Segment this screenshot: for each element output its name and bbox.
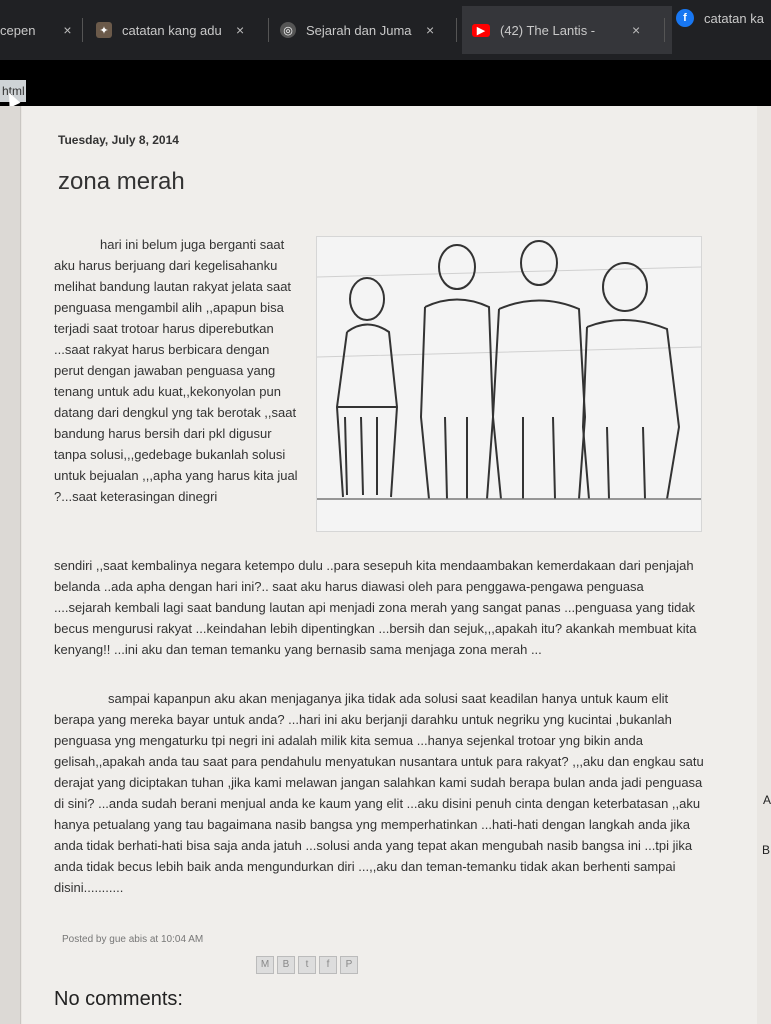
tab-title: catatan kang adu: [122, 22, 222, 38]
post-paragraph-3-text: sampai kapanpun aku akan menjaganya jika tidak ada solusi saat keadilan hanya untuk kaum elit berapa yang mereka bayar untuk anda? ...hari ini aku berjanji darahku untuk negriku yng kucintai ,bukanlah penguasa yng mengaturku tpi negri ini adalah milik kita semua ...hanya sejenkal trotoar yng bikin anda gelisah,,apakah anda tau saat para pendahulu menyatukan nusantara untuk para rakyat? ,,,aku dan engkau satu derajat yang diciptakan tuhan ,jika kami melawan jangan salahkan kami sudah berapa bulan anda jadi penguasa di sini? ...anda sudah berani menjual anda ke kaum yang elit ...aku disini penuh cinta dengan keterbatasan ,,aku hanya petualang yang tau bagaimana nasib bangsa yng memperhatinkan ...hati-hati dengan langkah anda jika anda tidak berhati-hati bisa saja anda jatuh ...solusi anda yang tepat akan mengubah nasib bangsa ini ...tpi jika anda tidak becus lebih baik anda mengundurkan diri ...,,aku dan teman-temanku tidak akan berhenti sampai disini...........: [54, 691, 704, 895]
sketch-photo-four-men: [317, 237, 701, 531]
tab-cepen[interactable]: [0, 6, 80, 54]
tab-the-lantis[interactable]: [462, 6, 672, 54]
post-date: Tuesday, July 8, 2014: [58, 133, 179, 147]
timestamp-link[interactable]: 10:04 AM: [160, 934, 204, 945]
author-link[interactable]: gue abis: [109, 934, 148, 945]
twitter-share-button[interactable]: t: [298, 956, 316, 974]
html-chip[interactable]: html: [0, 80, 26, 102]
pinterest-share-button[interactable]: P: [340, 956, 358, 974]
tab-separator: [664, 18, 665, 42]
tab-sejarah-dan-juma[interactable]: [280, 6, 450, 54]
sidebar-edge-letter-a: A: [763, 793, 771, 807]
browser-toolbar: [0, 60, 771, 106]
facebook-icon: f: [676, 9, 694, 27]
post-paragraph-2: sendiri ,,saat kembalinya negara ketempo dulu ..para sesepuh kita mendaambakan kemerdakaan dari penjajah belanda ..ada apha dengan hari ini?.. saat aku harus diawasi oleh para penggawa-pengawa penguasa ....sejarah kembali lagi saat bandung lautan api menjadi zona merah yang sangat panas ...penguasa yang tidak becus mengurusi rakyat ...keindahan lebih dipentingkan ...bersih dan sejuk,,,apakah itu? akankah membuat kita kenyang!! ...ini aku dan teman temanku yang bernasib sama menjaga zona merah ...: [54, 558, 697, 657]
posted-by-label: Posted by: [62, 934, 110, 945]
post-footer: [62, 934, 203, 945]
tab-catatan-ka[interactable]: [676, 0, 771, 42]
tab-title: catatan ka: [704, 10, 764, 26]
tab-title: (42) The Lantis -: [500, 22, 596, 38]
dark-fantasy-icon: ✦: [96, 22, 112, 38]
sidebar-edge-letter-b: B: [762, 843, 771, 857]
close-icon[interactable]: ×: [426, 22, 435, 38]
tab-title: Sejarah dan Juma: [306, 22, 412, 38]
youtube-icon: ▶: [472, 24, 490, 37]
close-icon[interactable]: ×: [63, 22, 72, 38]
at-label: at: [147, 934, 161, 945]
tab-separator: [456, 18, 457, 42]
post-photo[interactable]: [316, 236, 702, 532]
post-title[interactable]: zona merah: [58, 168, 185, 195]
share-buttons: [256, 956, 358, 974]
post-paragraph-3: [54, 688, 704, 898]
globe-icon: ◎: [280, 22, 296, 38]
comments-heading: No comments:: [54, 988, 183, 1010]
tab-separator: [268, 18, 269, 42]
tab-separator: [82, 18, 83, 42]
close-icon[interactable]: ×: [632, 22, 641, 38]
blogthis-share-button[interactable]: B: [277, 956, 295, 974]
tab-title: cepen: [0, 22, 36, 38]
close-icon[interactable]: ×: [236, 22, 245, 38]
left-sidebar-edge: [0, 106, 21, 1024]
tab-catatan-kang-adu[interactable]: [96, 6, 266, 54]
facebook-share-button[interactable]: f: [319, 956, 337, 974]
email-share-button[interactable]: M: [256, 956, 274, 974]
post-paragraph-1-text: hari ini belum juga berganti saat aku harus berjuang dari kegelisahanku melihat bandung lautan rakyat jelata saat penguasa mengambil alih ,,apapun bisa terjadi saat trotoar harus diperebutkan ...saat rakyat harus berbicara dengan perut dengan jawaban penguasa yang tenang untuk adu kuat,,kekonyolan pun datang dari dengkul yng tak berotak ,,saat bandung harus bersih dari pkl digusur tanpa solusi,,,gedebage bukanlah solusi untuk bejualan ,,,apha yang harus kita jual ?...saat keterasingan dinegri: [54, 237, 298, 504]
post-paragraph-1: [54, 234, 300, 507]
tab-strip: [0, 0, 771, 60]
